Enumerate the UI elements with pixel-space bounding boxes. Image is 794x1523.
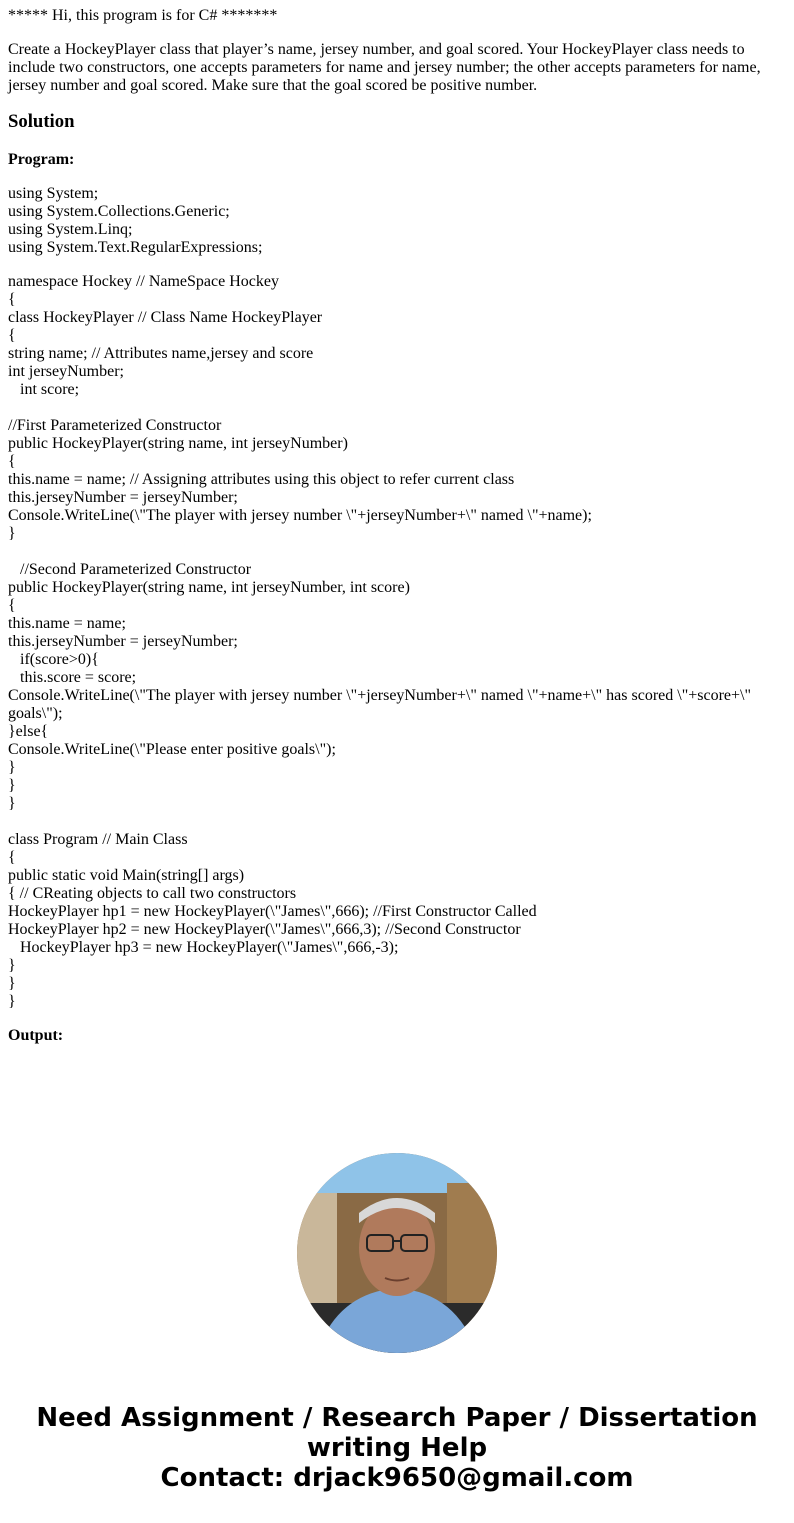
code-usings	[8, 185, 786, 257]
code-line: HockeyPlayer hp3 = new HockeyPlayer(\"James\",666,-3);	[8, 939, 399, 956]
code-line: public HockeyPlayer(string name, int jerseyNumber, int score)	[8, 579, 410, 596]
code-line: HockeyPlayer hp2 = new HockeyPlayer(\"James\",666,3); //Second Constructor	[8, 921, 521, 938]
code-line: }	[8, 993, 16, 1010]
promo-line-2: writing Help	[306, 1433, 488, 1463]
code-line: int jerseyNumber;	[8, 363, 124, 380]
code-line: using System.Text.RegularExpressions;	[8, 239, 263, 256]
code-line: }	[8, 525, 16, 542]
code-line: class HockeyPlayer // Class Name HockeyPlayer	[8, 309, 323, 326]
code-line	[8, 813, 786, 831]
code-line	[8, 543, 786, 561]
intro-text: ***** Hi, this program is for C# *******	[8, 7, 278, 24]
promo-banner	[0, 1403, 794, 1493]
code-line: //First Parameterized Constructor	[8, 417, 222, 434]
code-line: public HockeyPlayer(string name, int jerseyNumber)	[8, 435, 348, 452]
document-body	[8, 7, 786, 1061]
code-line: {	[8, 849, 16, 866]
code-line: //Second Parameterized Constructor	[8, 561, 252, 578]
code-line: public static void Main(string[] args)	[8, 867, 245, 884]
code-line: Console.WriteLine(\"The player with jersey number \"+jerseyNumber+\" named \"+name+\" has scored \"+score+\" goals\");	[8, 687, 755, 722]
code-line: {	[8, 597, 16, 614]
code-line: string name; // Attributes name,jersey and score	[8, 345, 314, 362]
code-line: HockeyPlayer hp1 = new HockeyPlayer(\"James\",666); //First Constructor Called	[8, 903, 537, 920]
code-line: this.name = name;	[8, 615, 126, 632]
code-line: }	[8, 777, 16, 794]
promo-contact: Contact: drjack9650@gmail.com	[160, 1463, 634, 1493]
code-line: {	[8, 291, 16, 308]
code-line: { // CReating objects to call two constructors	[8, 885, 297, 902]
code-main	[8, 273, 786, 1011]
code-line: this.score = score;	[8, 669, 137, 686]
code-line: }	[8, 759, 16, 776]
code-line: using System.Collections.Generic;	[8, 203, 230, 220]
promo-line-1: Need Assignment / Research Paper / Dissertation	[36, 1403, 758, 1433]
code-line: namespace Hockey // NameSpace Hockey	[8, 273, 279, 290]
code-line: Console.WriteLine(\"Please enter positive goals\");	[8, 741, 336, 758]
code-line: int score;	[8, 381, 80, 398]
code-line: using System.Linq;	[8, 221, 133, 238]
code-line: this.name = name; // Assigning attributes using this object to refer current class	[8, 471, 515, 488]
code-line: }	[8, 957, 16, 974]
code-line: }	[8, 795, 16, 812]
code-line: }else{	[8, 723, 49, 740]
program-label: Program:	[8, 151, 75, 168]
question-text: Create a HockeyPlayer class that player’s name, jersey number, and goal scored. Your HockeyPlayer class needs to include two constructors, one accepts parameters for name and jersey number; the other accepts parameters for name, jersey number and goal scored. Make sure that the goal scored be positive number.	[8, 41, 761, 94]
solution-heading: Solution	[8, 111, 75, 132]
code-line: {	[8, 327, 16, 344]
code-line: Console.WriteLine(\"The player with jersey number \"+jerseyNumber+\" named \"+name);	[8, 507, 592, 524]
code-line: using System;	[8, 185, 99, 202]
code-line: this.jerseyNumber = jerseyNumber;	[8, 489, 238, 506]
code-line: if(score>0){	[8, 651, 99, 668]
code-line: this.jerseyNumber = jerseyNumber;	[8, 633, 238, 650]
code-line: }	[8, 975, 16, 992]
author-photo	[297, 1153, 497, 1353]
code-line	[8, 399, 786, 417]
code-line: class Program // Main Class	[8, 831, 188, 848]
code-line: {	[8, 453, 16, 470]
output-label: Output:	[8, 1027, 64, 1044]
